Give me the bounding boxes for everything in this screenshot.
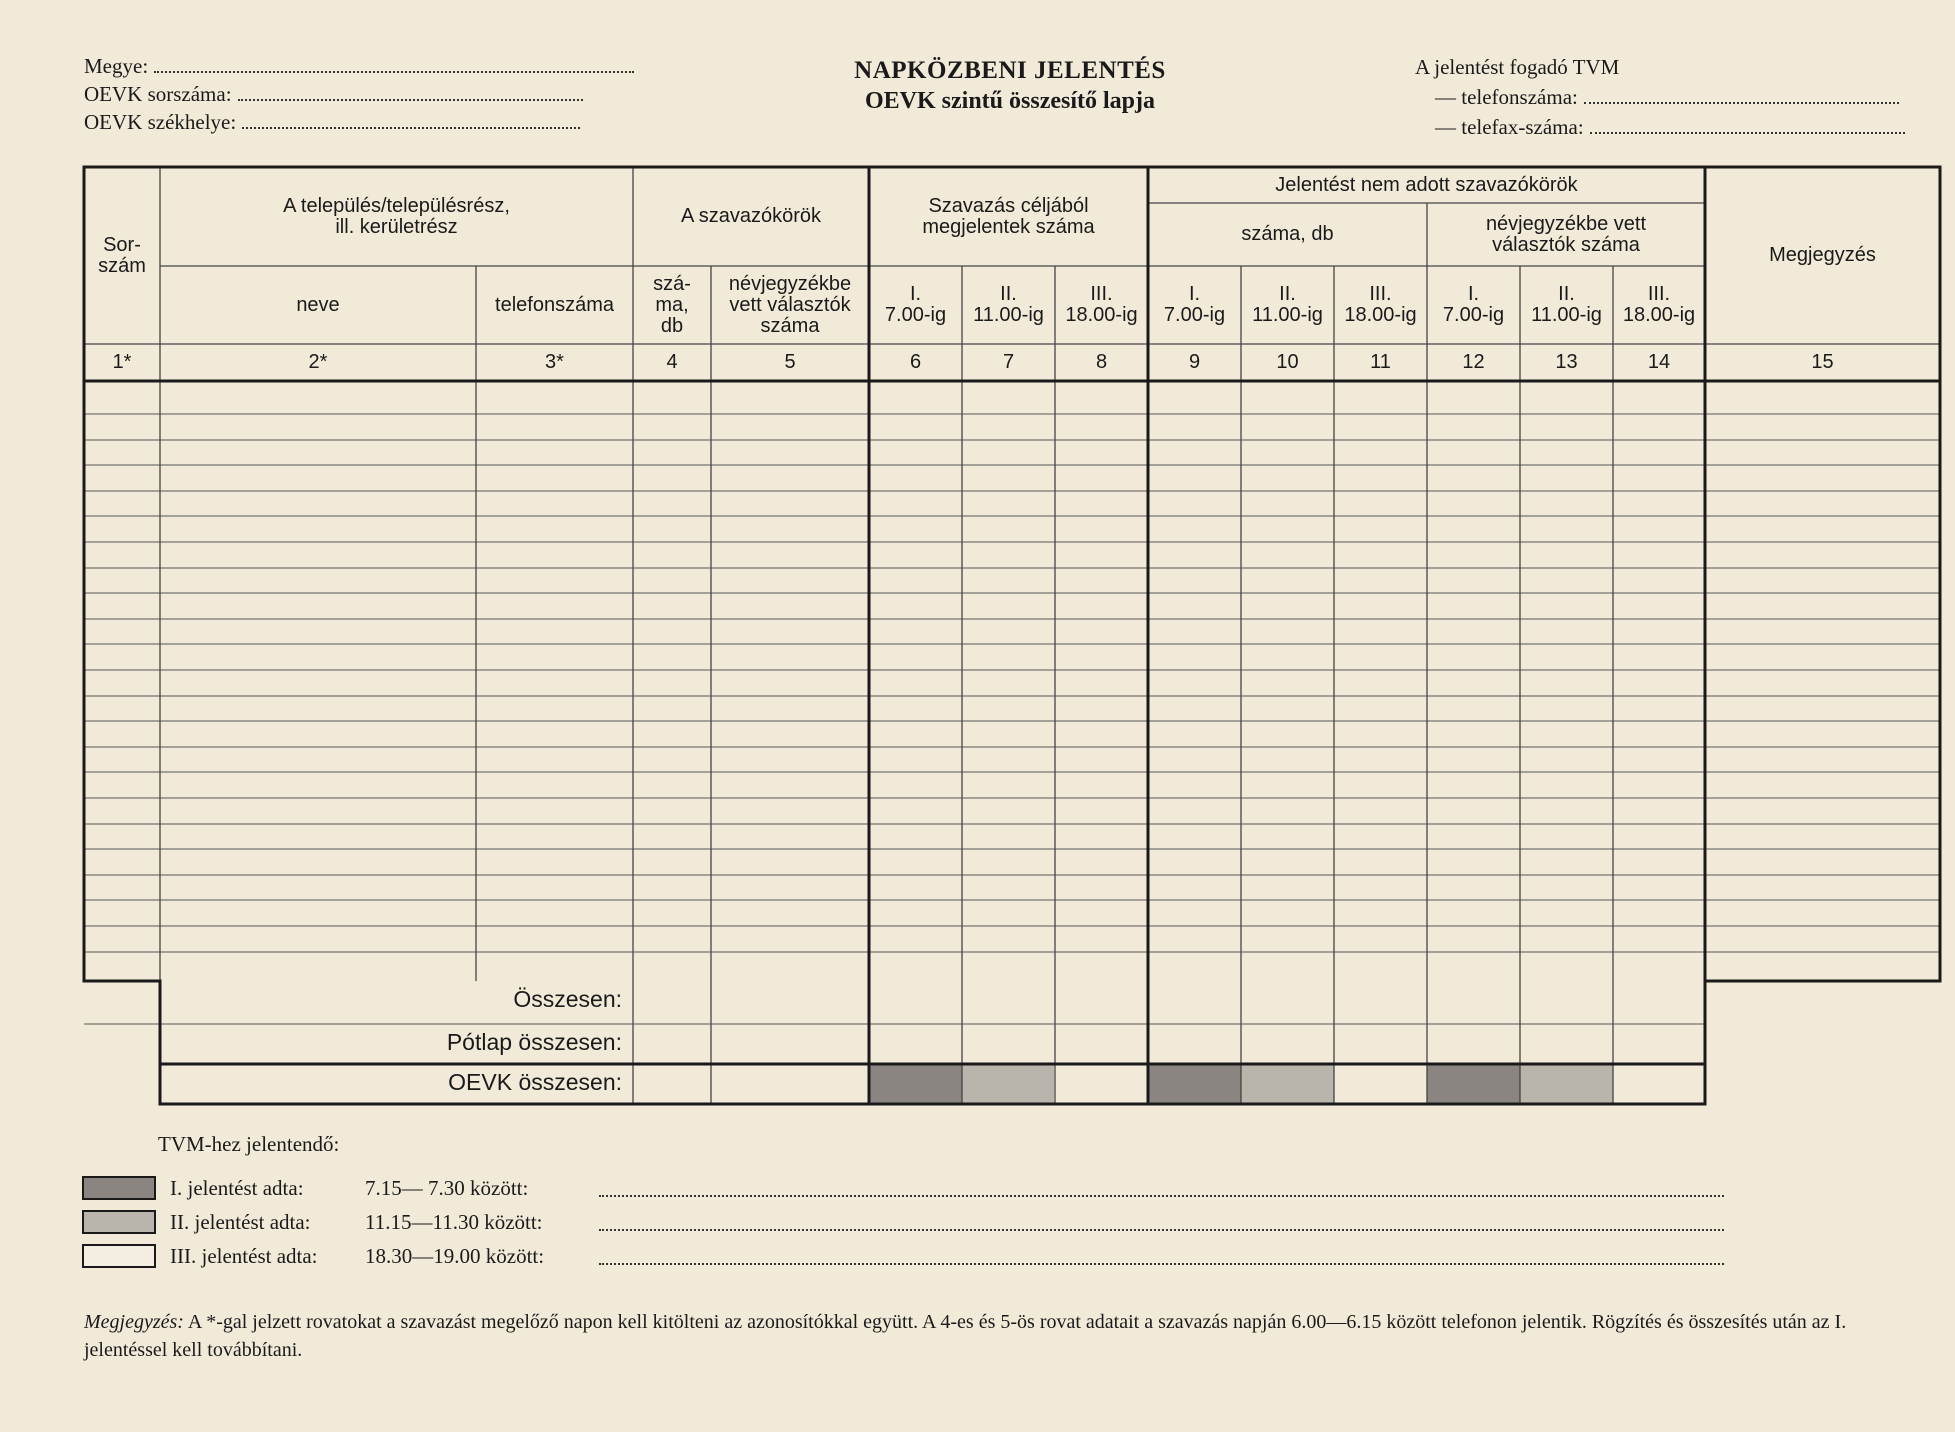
legend-title: TVM-hez jelentendő: <box>158 1132 340 1156</box>
shade-col13-light <box>1520 1064 1613 1104</box>
shade-col12-dark <box>1427 1064 1520 1104</box>
total-row-label: Összesen: <box>513 986 622 1012</box>
col-number-1: 1* <box>112 351 132 373</box>
col-number-13: 13 <box>1555 351 1578 373</box>
supplement-total-row-label: Pótlap összesen: <box>446 1029 622 1055</box>
col-number-2: 2* <box>308 351 328 373</box>
legend-label-first: I. jelentést adta: <box>170 1175 304 1200</box>
col-serial-header: Sor- szám <box>98 233 146 277</box>
col-precincts-group-header: A szavazókörök <box>680 205 822 227</box>
footnote-text: A *-gal jelzett rovatokat a szavazást megelőző napon kell kitölteni az azonosítókkal együtt. A 4-es és 5-ös rovat adatait a szavazás napján 6.00—6.15 között telefonon jelentik. Rögzítés és összesítés után az I. jelentéssel kell továbbítani. <box>84 1311 1847 1361</box>
legend-dotted-line-second[interactable] <box>599 1213 1724 1231</box>
col-not-reported-count-header: száma, db <box>1241 223 1334 245</box>
shade-col6-dark <box>869 1064 962 1104</box>
legend-label-third: III. jelentést adta: <box>170 1243 318 1268</box>
tvm-fax-label: — telefax-száma: <box>1435 115 1584 139</box>
col-settlement-group-header: A település/településrész, ill. kerületrész <box>283 194 510 238</box>
col-remarks-header: Megjegyzés <box>1769 244 1876 266</box>
col-number-5: 5 <box>784 351 796 373</box>
data-row-lines <box>84 414 1940 1024</box>
receiving-tvm-label: A jelentést fogadó TVM <box>1415 55 1620 79</box>
col-number-8: 8 <box>1095 351 1108 373</box>
legend-time-first: 7.15— 7.30 között: <box>365 1175 529 1200</box>
footnote-label: Megjegyzés: <box>84 1311 184 1333</box>
col14-time-header: III. 18.00-ig <box>1622 283 1696 326</box>
col-settlement-name-header: neve <box>296 293 340 316</box>
shade-col9-dark <box>1148 1064 1241 1104</box>
legend-swatch-light <box>82 1210 156 1234</box>
legend-row-second-report <box>82 1209 1724 1235</box>
legend-row-third-report <box>82 1243 1724 1269</box>
col-number-10: 10 <box>1276 351 1299 373</box>
oevk-seat-label: OEVK székhelye: <box>84 110 237 134</box>
shade-col10-light <box>1241 1064 1334 1104</box>
legend-label-second: II. jelentést adta: <box>170 1209 311 1234</box>
col-registered-voters-header: névjegyzékbe vett választók száma <box>728 272 852 337</box>
col-number-11: 11 <box>1370 351 1391 373</box>
col9-time-header: I. 7.00-ig <box>1163 283 1226 326</box>
col-turnout-group-header: Szavazás céljából megjelentek száma <box>922 194 1095 238</box>
form-subtitle: OEVK szintű összesítő lapja <box>864 88 1155 114</box>
col-not-reported-voters-header: névjegyzékbe vett választók száma <box>1485 212 1647 256</box>
legend-swatch-white <box>82 1244 156 1268</box>
legend-dotted-line-first[interactable] <box>599 1179 1724 1197</box>
col13-time-header: II. 11.00-ig <box>1531 283 1602 326</box>
col10-time-header: II. 11.00-ig <box>1252 283 1323 326</box>
legend-time-second: 11.15—11.30 között: <box>365 1209 543 1234</box>
col-number-7: 7 <box>1002 351 1015 373</box>
col11-time-header: III. 18.00-ig <box>1344 283 1417 326</box>
col-not-reported-group-header: Jelentést nem adott szavazókörök <box>1275 173 1578 196</box>
col12-time-header: I. 7.00-ig <box>1442 283 1505 326</box>
col-number-6: 6 <box>909 351 922 373</box>
col-number-12: 12 <box>1462 351 1485 373</box>
col-settlement-phone-header: telefonszáma <box>495 293 614 316</box>
oevk-total-row-label: OEVK összesen: <box>448 1069 622 1095</box>
col7-time-header: II. 11.00-ig <box>973 283 1044 326</box>
legend-row-first-report <box>82 1175 1724 1201</box>
col-precinct-count-header: szá- ma, db <box>653 272 691 337</box>
col-number-4: 4 <box>666 351 678 373</box>
col6-time-header: I. 7.00-ig <box>884 283 947 326</box>
county-label: Megye: <box>84 54 149 78</box>
form-title: NAPKÖZBENI JELENTÉS <box>854 57 1166 84</box>
legend-dotted-line-third[interactable] <box>599 1247 1724 1265</box>
col8-time-header: III. 18.00-ig <box>1065 283 1138 326</box>
legend-swatch-dark <box>82 1176 156 1200</box>
col-number-15: 15 <box>1811 351 1834 373</box>
footnote <box>84 1308 1904 1364</box>
col-number-9: 9 <box>1188 351 1201 373</box>
shade-col7-light <box>962 1064 1054 1104</box>
oevk-number-label: OEVK sorszáma: <box>84 82 232 106</box>
col-number-3: 3* <box>545 351 564 373</box>
col-number-14: 14 <box>1647 351 1671 373</box>
legend-time-third: 18.30—19.00 között: <box>365 1243 545 1268</box>
tvm-phone-label: — telefonszáma: <box>1435 85 1578 109</box>
